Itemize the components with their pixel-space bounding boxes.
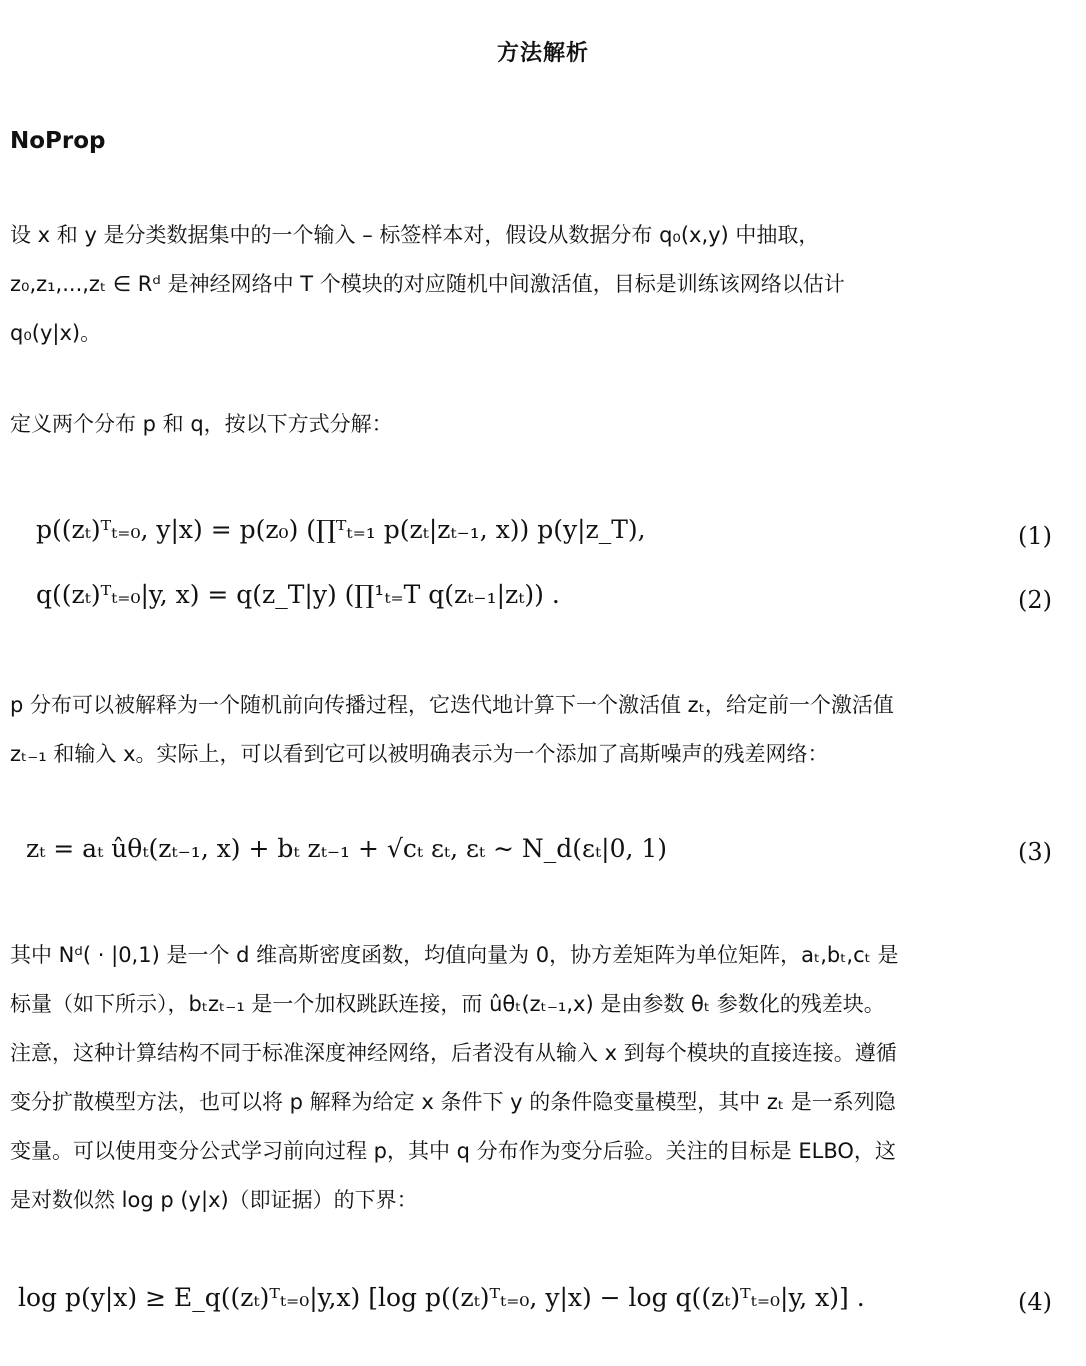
paragraph-intro <box>10 211 1070 358</box>
equation-number: (1) <box>1018 522 1052 550</box>
equation-number: (4) <box>1018 1288 1052 1316</box>
paragraph-line: zₜ₋₁ 和输入 x。实际上，可以看到它可以被明确表示为一个添加了高斯噪声的残差网络： <box>10 742 829 766</box>
paragraph-line: 是对数似然 log p (y|x)（即证据）的下界： <box>10 1188 418 1212</box>
equation-text: p((zₜ)ᵀₜ₌₀, y|x) = p(z₀) (∏ᵀₜ₌₁ p(zₜ|zₜ₋₁, x)) p(y|z_T), <box>36 515 646 544</box>
paragraph-define <box>10 400 1070 449</box>
equation-text: zₜ = aₜ ûθₜ(zₜ₋₁, x) + bₜ zₜ₋₁ + √cₜ εₜ, εₜ ∼ N_d(εₜ|0, 1) <box>26 834 668 863</box>
paragraph-p-dist <box>10 681 1070 779</box>
equation-text: q((zₜ)ᵀₜ₌₀|y, x) = q(z_T|y) (∏¹ₜ₌T q(zₜ₋₁|zₜ)) . <box>36 580 560 609</box>
section-heading: NoProp <box>10 128 106 154</box>
paragraph-line: 设 x 和 y 是分类数据集中的一个输入 – 标签样本对，假设从数据分布 q₀(x,y) 中抽取， <box>10 223 820 247</box>
paragraph-line: 其中 Nᵈ( · |0,1) 是一个 d 维高斯密度函数，均值向量为 0，协方差矩阵为单位矩阵，aₜ,bₜ,cₜ 是 <box>10 943 899 967</box>
equation-text: log p(y|x) ≥ E_q((zₜ)ᵀₜ₌₀|y,x) [log p((zₜ)ᵀₜ₌₀, y|x) − log q((zₜ)ᵀₜ₌₀|y, x)] . <box>18 1283 865 1312</box>
equation-1 <box>36 515 646 544</box>
paragraph-explanation <box>10 931 1070 1225</box>
equation-4 <box>18 1283 865 1312</box>
paragraph-line: z₀,z₁,...,zₜ ∈ Rᵈ 是神经网络中 T 个模块的对应随机中间激活值，目标是训练该网络以估计 <box>10 272 845 296</box>
paragraph-line: 定义两个分布 p 和 q，按以下方式分解： <box>10 412 393 436</box>
paragraph-line: q₀(y|x)。 <box>10 321 102 345</box>
equation-number: (3) <box>1018 838 1052 866</box>
paragraph-line: 变量。可以使用变分公式学习前向过程 p，其中 q 分布作为变分后验。关注的目标是 ELBO，这 <box>10 1139 896 1163</box>
page-title: 方法解析 <box>496 41 589 66</box>
paragraph-line: p 分布可以被解释为一个随机前向传播过程，它迭代地计算下一个激活值 zₜ，给定前一个激活值 <box>10 693 894 717</box>
paragraph-line: 变分扩散模型方法，也可以将 p 解释为给定 x 条件下 y 的条件隐变量模型，其中 zₜ 是一系列隐 <box>10 1090 896 1114</box>
paragraph-line: 注意，这种计算结构不同于标准深度神经网络，后者没有从输入 x 到每个模块的直接连接。遵循 <box>10 1041 897 1065</box>
equation-2 <box>36 580 560 609</box>
equation-number: (2) <box>1018 586 1052 614</box>
equation-3 <box>26 834 667 863</box>
paragraph-line: 标量（如下所示），bₜzₜ₋₁ 是一个加权跳跃连接，而 ûθₜ(zₜ₋₁,x) 是由参数 θₜ 参数化的残差块。 <box>10 992 885 1016</box>
